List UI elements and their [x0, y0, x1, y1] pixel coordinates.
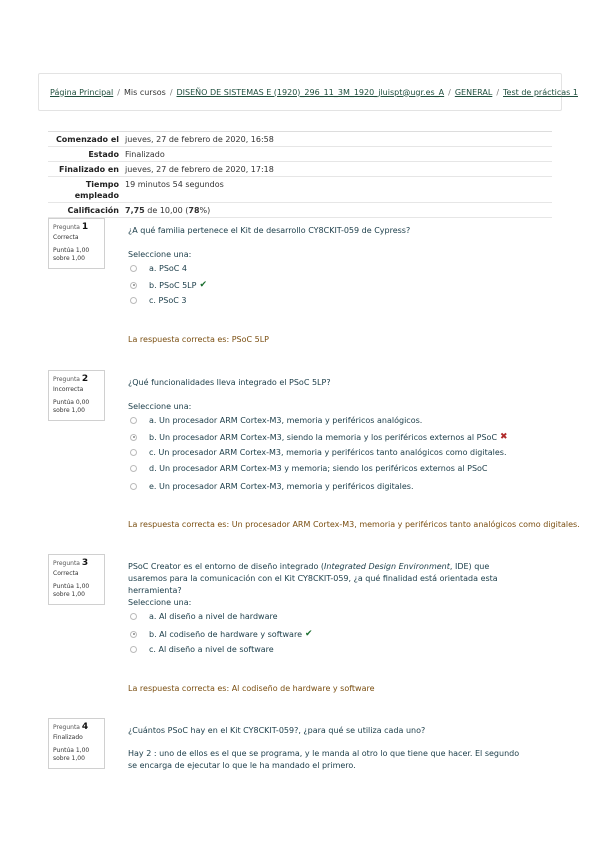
question-text-part: , IDE) que usaremos para la comunicación con el Kit CY8CKIT-059, ¿a qué finalidad está orientada esta herramienta? — [128, 562, 498, 595]
radio-button[interactable] — [130, 449, 137, 456]
summary-value: Finalizado — [125, 150, 165, 159]
radio-button[interactable] — [130, 646, 137, 653]
question-state: Correcta — [53, 570, 79, 577]
question-mark-line: Puntúa 1,00 — [53, 247, 90, 254]
question-grade — [53, 747, 104, 763]
select-one-prompt: Seleccione una: — [128, 598, 192, 607]
answer-option[interactable] — [130, 448, 507, 457]
answer-option-label: b. Al codiseño de hardware y software — [149, 629, 302, 639]
answer-option-label: e. Un procesador ARM Cortex-M3, memoria y periféricos digitales. — [149, 482, 414, 491]
question-number-value: 2 — [81, 374, 89, 384]
question-number — [53, 559, 104, 568]
cross-mark-icon: ✖ — [500, 432, 508, 442]
question-word: Pregunta — [53, 724, 80, 731]
answer-option[interactable] — [130, 280, 207, 290]
answer-option-label: a. Al diseño a nivel de hardware — [149, 612, 278, 621]
summary-row-finished — [48, 162, 552, 177]
summary-label-line: Tiempo — [85, 180, 119, 189]
summary-label: Calificación — [67, 206, 119, 215]
breadcrumb-separator: / — [117, 87, 120, 97]
question-word: Pregunta — [53, 224, 80, 231]
breadcrumb-separator: / — [169, 87, 173, 97]
radio-button[interactable] — [130, 417, 137, 424]
answer-option[interactable] — [130, 296, 187, 305]
answer-option-label: b. PSoC 5LP — [149, 280, 197, 290]
summary-value: jueves, 27 de febrero de 2020, 16:58 — [125, 135, 274, 144]
answer-option-label: c. PSoC 3 — [149, 296, 187, 305]
radio-button[interactable] — [130, 297, 137, 304]
summary-label — [48, 179, 125, 201]
check-mark-icon: ✔ — [305, 629, 313, 639]
summary-value — [125, 205, 552, 216]
answer-option[interactable] — [130, 464, 488, 473]
answer-option-label: b. Un procesador ARM Cortex-M3, siendo la memoria y los periféricos externos al PSoC — [149, 432, 498, 442]
question-grade — [53, 583, 104, 599]
answer-option-label: a. PSoC 4 — [149, 264, 188, 273]
summary-label: Comenzado el — [55, 135, 119, 144]
breadcrumb-home-link[interactable]: Página Principal — [50, 87, 114, 97]
question-number — [53, 723, 104, 732]
question-mark-line: sobre 1,00 — [53, 755, 85, 762]
question-number-value: 1 — [81, 222, 89, 232]
answer-option-label: a. Un procesador ARM Cortex-M3, memoria y periféricos analógicos. — [149, 416, 423, 425]
breadcrumb-section-link[interactable]: GENERAL — [454, 87, 493, 97]
radio-button-selected[interactable] — [130, 434, 137, 441]
question-mark-line: sobre 1,00 — [53, 255, 85, 262]
question-state: Incorrecta — [53, 386, 84, 393]
question-info-box — [48, 554, 105, 605]
grade-score: 7,75 — [125, 206, 145, 215]
question-word: Pregunta — [53, 560, 80, 567]
essay-answer-text: Hay 2 : uno de ellos es el que se programa, y le manda al otro lo que tiene que hacer. El segundo se encarga de ejecutar lo que le ha mandado el primero. — [128, 749, 520, 770]
right-answer-feedback: La respuesta correcta es: PSoC 5LP — [128, 335, 270, 344]
answer-option-label: c. Al diseño a nivel de software — [149, 645, 274, 654]
answer-option[interactable] — [130, 482, 414, 491]
question-mark-line: sobre 1,00 — [53, 591, 85, 598]
answer-option[interactable] — [130, 416, 422, 425]
question-grade — [53, 247, 104, 263]
breadcrumb — [38, 73, 578, 111]
summary-label-line: empleado — [74, 191, 119, 200]
summary-row-state — [48, 147, 552, 162]
question-text: ¿Cuántos PSoC hay en el Kit CY8CKIT-059?, ¿para qué se utiliza cada uno? — [128, 726, 426, 735]
question-text-part: PSoC Creator es el entorno de diseño integrado ( — [128, 562, 325, 571]
grade-end: %) — [199, 206, 211, 215]
question-state: Finalizado — [53, 734, 83, 741]
breadcrumb-my-courses: Mis cursos — [123, 87, 166, 97]
summary-value: jueves, 27 de febrero de 2020, 17:18 — [125, 165, 274, 174]
answer-option[interactable] — [130, 432, 508, 442]
question-mark-line: Puntúa 1,00 — [53, 583, 90, 590]
question-number — [53, 223, 104, 232]
answer-option[interactable] — [130, 612, 278, 621]
grade-mid: de 10,00 ( — [144, 206, 189, 215]
question-text: ¿A qué familia pertenece el Kit de desarrollo CY8CKIT-059 de Cypress? — [128, 226, 411, 235]
answer-option[interactable] — [130, 264, 187, 273]
summary-value: 19 minutos 54 segundos — [125, 180, 224, 189]
summary-label: Finalizado en — [59, 165, 119, 174]
question-state: Correcta — [53, 234, 79, 241]
question-text-emphasis: Integrated Design Environment — [324, 562, 450, 571]
breadcrumb-quiz-link[interactable]: Test de prácticas 1 — [503, 87, 578, 97]
question-mark-line: Puntúa 1,00 — [53, 747, 90, 754]
question-mark-line: Puntúa 0,00 — [53, 399, 90, 406]
radio-button[interactable] — [130, 613, 137, 620]
breadcrumb-course-link[interactable]: DISEÑO DE SISTEMAS E (1920)_296_11_3M_1920_jluispt@ugr.es_A — [176, 87, 445, 97]
summary-row-started — [48, 132, 552, 147]
question-word: Pregunta — [53, 376, 80, 383]
question-info-box — [48, 718, 105, 769]
radio-button[interactable] — [130, 483, 137, 490]
question-info-box — [48, 370, 105, 421]
answer-option[interactable] — [130, 629, 313, 639]
breadcrumb-separator: / — [448, 87, 451, 97]
select-one-prompt: Seleccione una: — [128, 402, 192, 411]
question-info-box — [48, 218, 105, 269]
attempt-summary-table — [48, 131, 552, 218]
check-mark-icon: ✔ — [199, 280, 208, 290]
question-text: ¿Qué funcionalidades lleva integrado el PSoC 5LP? — [128, 378, 331, 387]
radio-button-selected[interactable] — [130, 282, 137, 289]
question-number — [53, 375, 104, 384]
radio-button-selected[interactable] — [130, 631, 137, 638]
answer-option-label: c. Un procesador ARM Cortex-M3, memoria y periféricos tanto analógicos como digitales. — [149, 448, 507, 457]
right-answer-feedback: La respuesta correcta es: Al codiseño de hardware y software — [128, 684, 375, 693]
question-number-value: 3 — [81, 558, 89, 568]
question-text — [128, 561, 513, 597]
breadcrumb-separator: / — [496, 87, 500, 97]
question-grade — [53, 399, 104, 415]
right-answer-feedback: La respuesta correcta es: Un procesador ARM Cortex-M3, memoria y periféricos tanto analógicos como digitales. — [128, 520, 580, 529]
summary-row-time — [48, 177, 552, 203]
summary-row-grade — [48, 203, 552, 218]
grade-percent: 78 — [188, 206, 200, 215]
answer-option-label: d. Un procesador ARM Cortex-M3 y memoria; siendo los periféricos externos al PSoC — [149, 464, 488, 473]
answer-option[interactable] — [130, 645, 274, 654]
select-one-prompt: Seleccione una: — [128, 250, 192, 259]
question-number-value: 4 — [81, 722, 89, 732]
question-mark-line: sobre 1,00 — [53, 407, 85, 414]
summary-label: Estado — [88, 150, 119, 159]
radio-button[interactable] — [130, 465, 137, 472]
radio-button[interactable] — [130, 265, 137, 272]
